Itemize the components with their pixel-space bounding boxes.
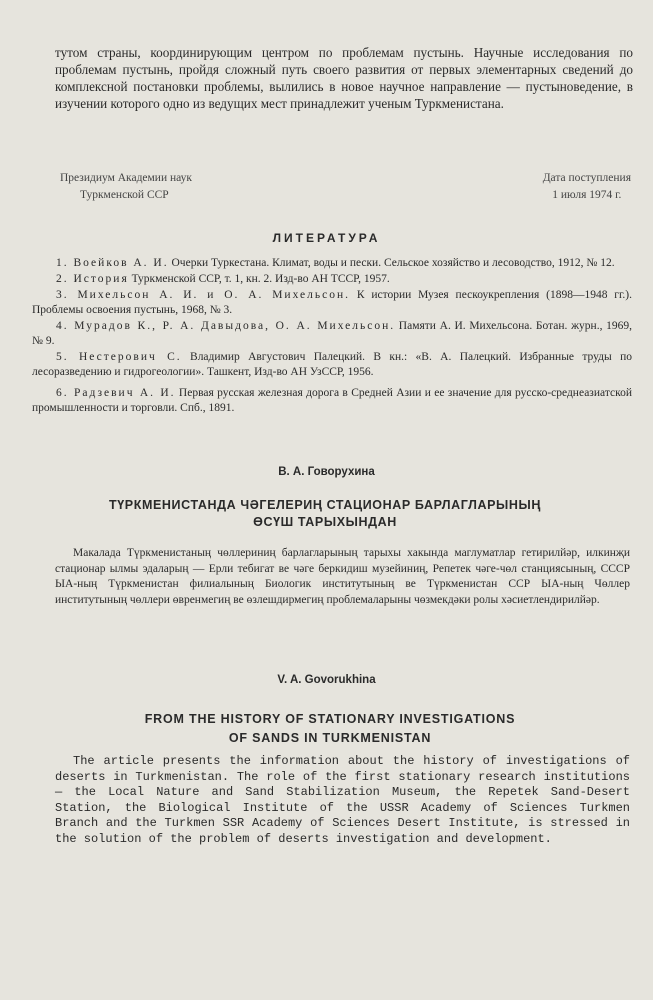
reference-text: Туркменской ССР, т. 1, кн. 2. Изд-во АН ТССР, 1957. — [128, 273, 390, 285]
reference-item — [32, 386, 632, 416]
reference-item — [32, 350, 632, 380]
turkmen-title — [40, 497, 610, 531]
signature-left-line2: Туркменской ССР — [80, 189, 169, 201]
reference-text: Владимир Августович Палецкий. В кн.: «В. А. Палецкий. Избранные труды по лесоразведению и гидрогеологии». Ташкент, Изд-во АН УзССР, 1956. — [32, 351, 632, 378]
reference-author: 3. Михельсон А. И. и О. А. Михельсон. — [56, 289, 351, 301]
reference-item — [32, 272, 632, 287]
signature-date — [543, 170, 631, 204]
reference-text: К истории Музея пескоукрепления (1898—1948 гг.). Проблемы освоения пустынь, 1968, № 3. — [32, 289, 632, 316]
reference-text: Очерки Туркестана. Климат, воды и пески. Сельское хозяйство и лесоводство, 1912, № 12. — [168, 257, 615, 269]
reference-text: Памяти А. И. Михельсона. Ботан. журн., 1969, № 9. — [32, 320, 632, 347]
signature-right-line2: 1 июля 1974 г. — [552, 189, 622, 201]
turkmen-abstract: Макалада Түркменистаның чөллериниң барлагларының тарыхы хакында маглуматлар гетирилйәр, илкинҗи стационар ылмы эдаларың — Ерли тебигат ве чәге беркидиш музейиниң, Репетек чәге-чөл станциясының, СССР ЫА-ның Түркменистан филиалының Биологик институтының ве Түркменистан ССР ЫА-ның Чөллер институтының чөллери өвренмегиң ве өзлешдирмегиң проблемаларыны чөзмекдәки ролы хәсиетлендирилйәр. — [55, 547, 630, 606]
reference-author: 1. Воейков А. И. — [56, 257, 169, 269]
reference-item — [32, 288, 632, 318]
intro-text: тутом страны, координирующим центром по проблемам пустынь. Научные исследования по проблемам пустынь, пройдя сложный путь своего развития от первых элементарных сведений до комплексной постановки проблемы, вылились в новое научное направление — пустыноведение, в изучении которого одно из ведущих мест принадлежит ученым Туркменистана. — [55, 45, 633, 111]
turkmen-author: В. А. Говорухина — [278, 466, 375, 478]
english-title-line1: FROM THE HISTORY OF STATIONARY INVESTIGATIONS — [144, 712, 516, 726]
english-title — [60, 710, 600, 748]
intro-paragraph — [55, 44, 633, 112]
english-title-line2: OF SANDS IN TURKMENISTAN — [228, 731, 432, 745]
signature-right-line1: Дата поступления — [542, 172, 631, 184]
reference-text: Первая русская железная дорога в Средней Азии и ее значение для русско-среднеазиатской промышленности и торговли. Спб., 1891. — [32, 387, 632, 414]
reference-item — [32, 256, 632, 271]
turkmen-title-line1: ТҮРКМЕНИСТАНДА ЧӘГЕЛЕРИҢ СТАЦИОНАР БАРЛАГЛАРЫНЫҢ — [109, 498, 541, 512]
literature-heading: ЛИТЕРАТУРА — [272, 231, 381, 245]
signature-left-line1: Президиум Академии наук — [60, 172, 193, 184]
reference-author: 5. Нестерович С. — [56, 351, 182, 363]
signature-institution — [60, 170, 192, 204]
reference-author: 2. История — [56, 273, 129, 285]
reference-author: 4. Мурадов К., Р. А. Давыдова, О. А. Михельсон. — [56, 320, 396, 332]
english-author: V. A. Govorukhina — [277, 674, 376, 686]
reference-author: 6. Радзевич А. И. — [56, 387, 176, 399]
reference-list — [32, 256, 632, 417]
turkmen-title-line2: ӨСҮШ ТАРЫХЫНДАН — [253, 515, 397, 529]
reference-item — [32, 319, 632, 349]
english-abstract: The article presents the information about the history of investigations of deserts in Turkmenistan. The role of the first stationary research institutions — the Local Nature and Sand Stabilization Museum, the Repetek Sand-Desert Station, the Biological Institute of the USSR Academy of Sciences Turkmen Branch and the Turkmen SSR Academy of Sciences Desert Institute, is stressed in the solution of the problem of deserts investigation and development. — [55, 754, 630, 846]
